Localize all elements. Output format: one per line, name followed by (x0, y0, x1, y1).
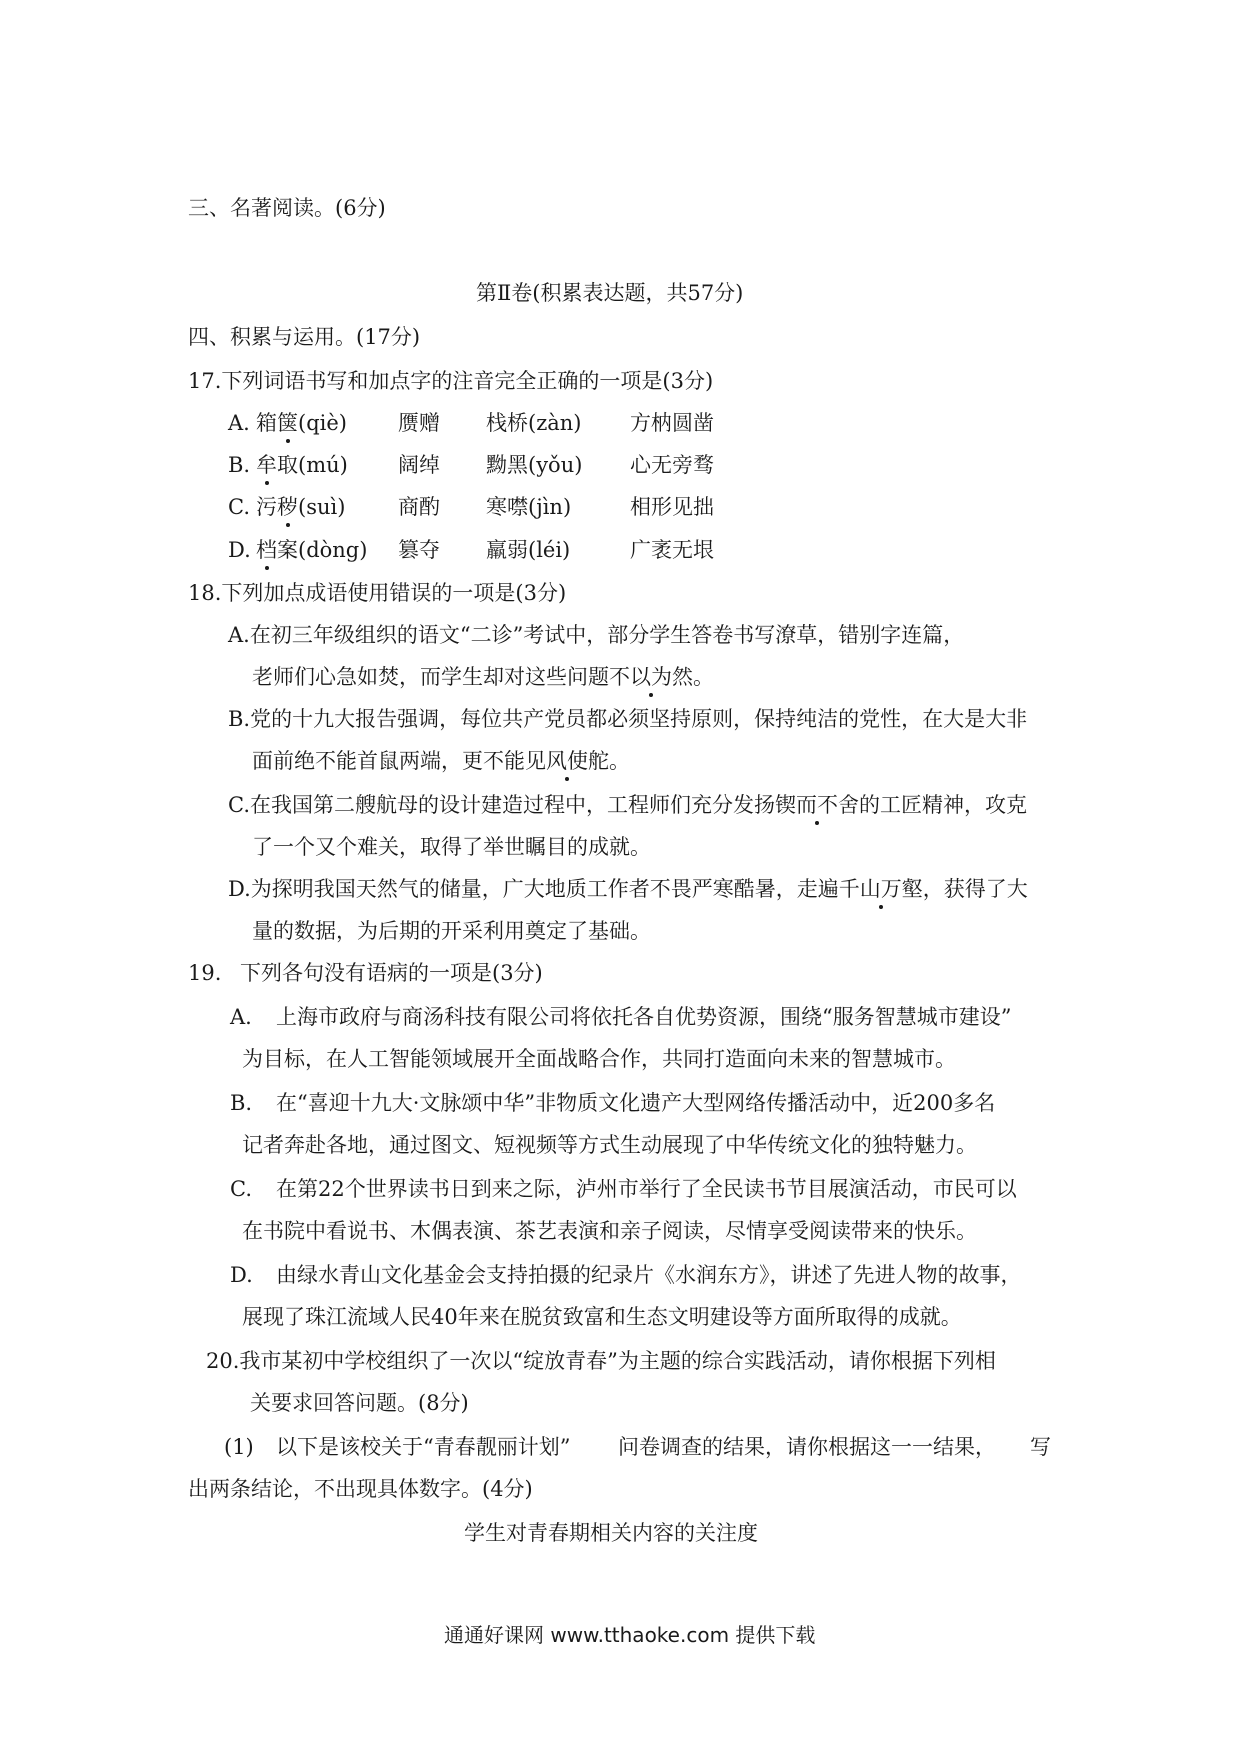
question-18-option-a-line2: 老师们心急如焚，而学生却对这些问题不以为然。 (252, 662, 714, 692)
option-word-4: 广袤无垠 (630, 538, 714, 562)
dotted-idiom: 不以为然 (609, 665, 693, 689)
option-word-4: 方枘圆凿 (630, 411, 714, 435)
option-word-1: 污秽(suì) (256, 492, 345, 522)
question-18-option-c-line1: C.在我国第二艘航母的设计建造过程中，工程师们充分发扬锲而不舍的工匠精神，攻克 (228, 790, 1027, 820)
question-18-option-c-line2: 了一个又个难关，取得了举世瞩目的成就。 (252, 835, 651, 859)
question-19-stem: 下列各句没有语病的一项是(3分) (240, 961, 543, 985)
question-20-sub1-number: (1) (224, 1435, 254, 1459)
option-word-2: 赝赠 (398, 411, 440, 435)
option-word-1: 档案(dòng) (256, 535, 367, 565)
dotted-idiom: 锲而不舍 (775, 790, 859, 820)
question-19-option-b-line1: 在“喜迎十九大·文脉颂中华”非物质文化遗产大型网络传播活动中，近200多名 (276, 1091, 996, 1115)
dotted-idiom: 千山万壑 (839, 874, 923, 904)
footer-download-notice: 通通好课网 www.tthaoke.com 提供下载 (444, 1623, 816, 1647)
question-17-stem: 17.下列词语书写和加点字的注音完全正确的一项是(3分) (188, 369, 714, 393)
option-word-2: 阔绰 (398, 453, 440, 477)
question-19-option-b-line2: 记者奔赴各地，通过图文、短视频等方式生动展现了中华传统文化的独特魅力。 (242, 1133, 977, 1157)
option-word-2: 篡夺 (398, 538, 440, 562)
question-18-option-d-line1: D.为探明我国天然气的储量，广大地质工作者不畏严寒酷暑，走遍千山万壑，获得了大 (228, 874, 1028, 904)
option-label: D. (228, 538, 251, 562)
option-word-1: 箱箧(qiè) (256, 408, 347, 438)
section-3-heading: 三、名著阅读。(6分) (188, 196, 386, 220)
question-19-option-c-line2: 在书院中看说书、木偶表演、茶艺表演和亲子阅读，尽情享受阅读带来的快乐。 (242, 1219, 977, 1243)
option-word-3: 栈桥(zàn) (486, 411, 582, 435)
question-19-option-d-label: D. (230, 1263, 253, 1287)
question-19-option-a-label: A. (230, 1005, 252, 1029)
question-19-option-c-line1: 在第22个世界读书日到来之际，泸州市举行了全民读书节目展演活动，市民可以 (276, 1177, 1017, 1201)
question-18-option-d-line2: 量的数据，为后期的开采利用奠定了基础。 (252, 919, 651, 943)
question-20-sub1-text-c: 写 (1030, 1435, 1051, 1459)
question-19-option-b-label: B. (230, 1091, 253, 1115)
volume-2-title: 第Ⅱ卷(积累表达题，共57分) (476, 281, 744, 305)
option-word-3: 羸弱(léi) (486, 538, 571, 562)
question-20-sub1-text-b: 问卷调查的结果，请你根据这一一结果， (618, 1435, 996, 1459)
option-word-4: 相形见拙 (630, 495, 714, 519)
option-label: A. (228, 411, 250, 435)
question-19-option-a-line1: 上海市政府与商汤科技有限公司将依托各自优势资源，围绕“服务智慧城市建设” (276, 1005, 1012, 1029)
question-19-option-d-line1: 由绿水青山文化基金会支持拍摄的纪录片《水润东方》，讲述了先进人物的故事， (276, 1263, 1022, 1287)
question-19-option-d-line2: 展现了珠江流域人民40年来在脱贫致富和生态文明建设等方面所取得的成就。 (242, 1305, 962, 1329)
question-19-number: 19. (188, 961, 222, 985)
option-word-4: 心无旁骛 (630, 453, 714, 477)
question-20-line2: 关要求回答问题。(8分) (250, 1391, 469, 1415)
option-label: B. (228, 453, 251, 477)
chart-title: 学生对青春期相关内容的关注度 (464, 1521, 758, 1545)
question-18-option-a-line1: A.在初三年级组织的语文“二诊”考试中，部分学生答卷书写潦草，错别字连篇， (228, 623, 965, 647)
question-18-stem: 18.下列加点成语使用错误的一项是(3分) (188, 581, 567, 605)
question-18-option-b-line1: B.党的十九大报告强调，每位共产党员都必须坚持原则，保持纯洁的党性，在大是大非 (228, 707, 1028, 731)
question-20-sub1-line2: 出两条结论，不出现具体数字。(4分) (188, 1477, 533, 1501)
question-20-line1: 20.我市某初中学校组织了一次以“绽放青春”为主题的综合实践活动，请你根据下列相 (206, 1349, 996, 1373)
question-19-option-a-line2: 为目标，在人工智能领域展开全面战略合作，共同打造面向未来的智慧城市。 (242, 1047, 956, 1071)
option-word-3: 寒噤(jìn) (486, 495, 572, 519)
question-20-sub1-text-a: 以下是该校关于“青春靓丽计划” (276, 1435, 571, 1459)
section-4-heading: 四、积累与运用。(17分) (188, 325, 421, 349)
option-label: C. (228, 495, 250, 519)
option-word-3: 黝黑(yǒu) (486, 453, 583, 477)
option-word-1: 牟取(mú) (256, 450, 348, 480)
option-word-2: 商酌 (398, 495, 440, 519)
dotted-idiom: 见风使舵 (525, 746, 609, 776)
question-18-option-b-line2: 面前绝不能首鼠两端，更不能见风使舵。 (252, 746, 630, 776)
question-19-option-c-label: C. (230, 1177, 252, 1201)
